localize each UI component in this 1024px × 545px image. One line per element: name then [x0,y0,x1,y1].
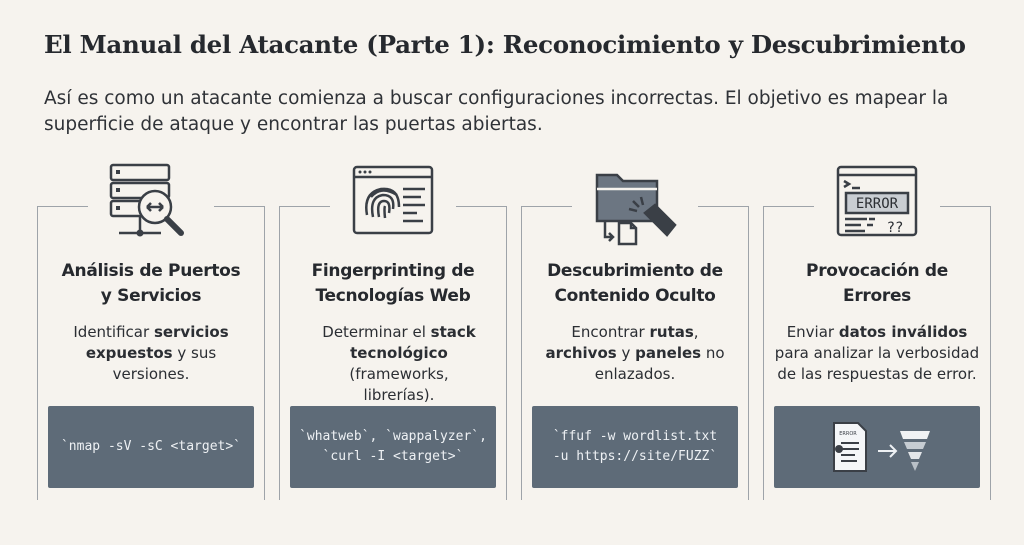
command-box [48,406,254,488]
card-hidden-content [521,206,749,500]
folder-flashlight-icon [587,161,683,251]
card-port-analysis [37,206,265,500]
error-document-funnel-icon [812,415,942,479]
svg-text:ERROR: ERROR [839,431,857,437]
command-box [290,406,496,488]
card-web-fingerprinting [279,206,507,500]
command-text: -u https://site/FUZZ` [552,449,718,464]
command-box [774,406,980,488]
command-text: `ffuf -w wordlist.txt [552,429,718,444]
error-terminal-icon [829,161,925,251]
card-title: Fingerprinting de Tecnologías Web [311,261,475,306]
page-title: El Manual del Atacante (Parte 1): Reconocimiento y Descubrimiento [44,30,966,59]
fingerprint-browser-icon [345,161,441,251]
command-text: `curl -I <target>` [322,449,464,464]
command-text: `whatweb`, `wappalyzer`, [299,429,487,444]
server-magnifier-icon [103,161,199,251]
svg-text:ERROR: ERROR [855,196,899,212]
card-description: Enviar datos inválidos para analizar la verbosidad de las respuestas de error. [774,323,980,383]
command-text: `nmap -sV -sC <target>` [60,439,241,454]
card-description: Determinar el stack tecnológico (frameworks, librerías). [322,323,476,404]
page-subtitle: Así es como un atacante comienza a buscar configuraciones incorrectas. El objetivo es mapear la superficie de ataque y encontrar las puertas abiertas. [44,88,949,135]
svg-text:??: ?? [886,220,904,236]
card-title: Descubrimiento de Contenido Oculto [547,261,723,306]
card-title: Provocación de Errores [806,261,948,306]
card-error-provocation [763,196,991,500]
card-description: Encontrar rutas, archivos y paneles no enlazados. [545,323,725,383]
card-description: Identificar servicios expuestos y sus versiones. [73,323,229,383]
card-title: Análisis de Puertos y Servicios [61,261,241,306]
command-box [532,406,738,488]
